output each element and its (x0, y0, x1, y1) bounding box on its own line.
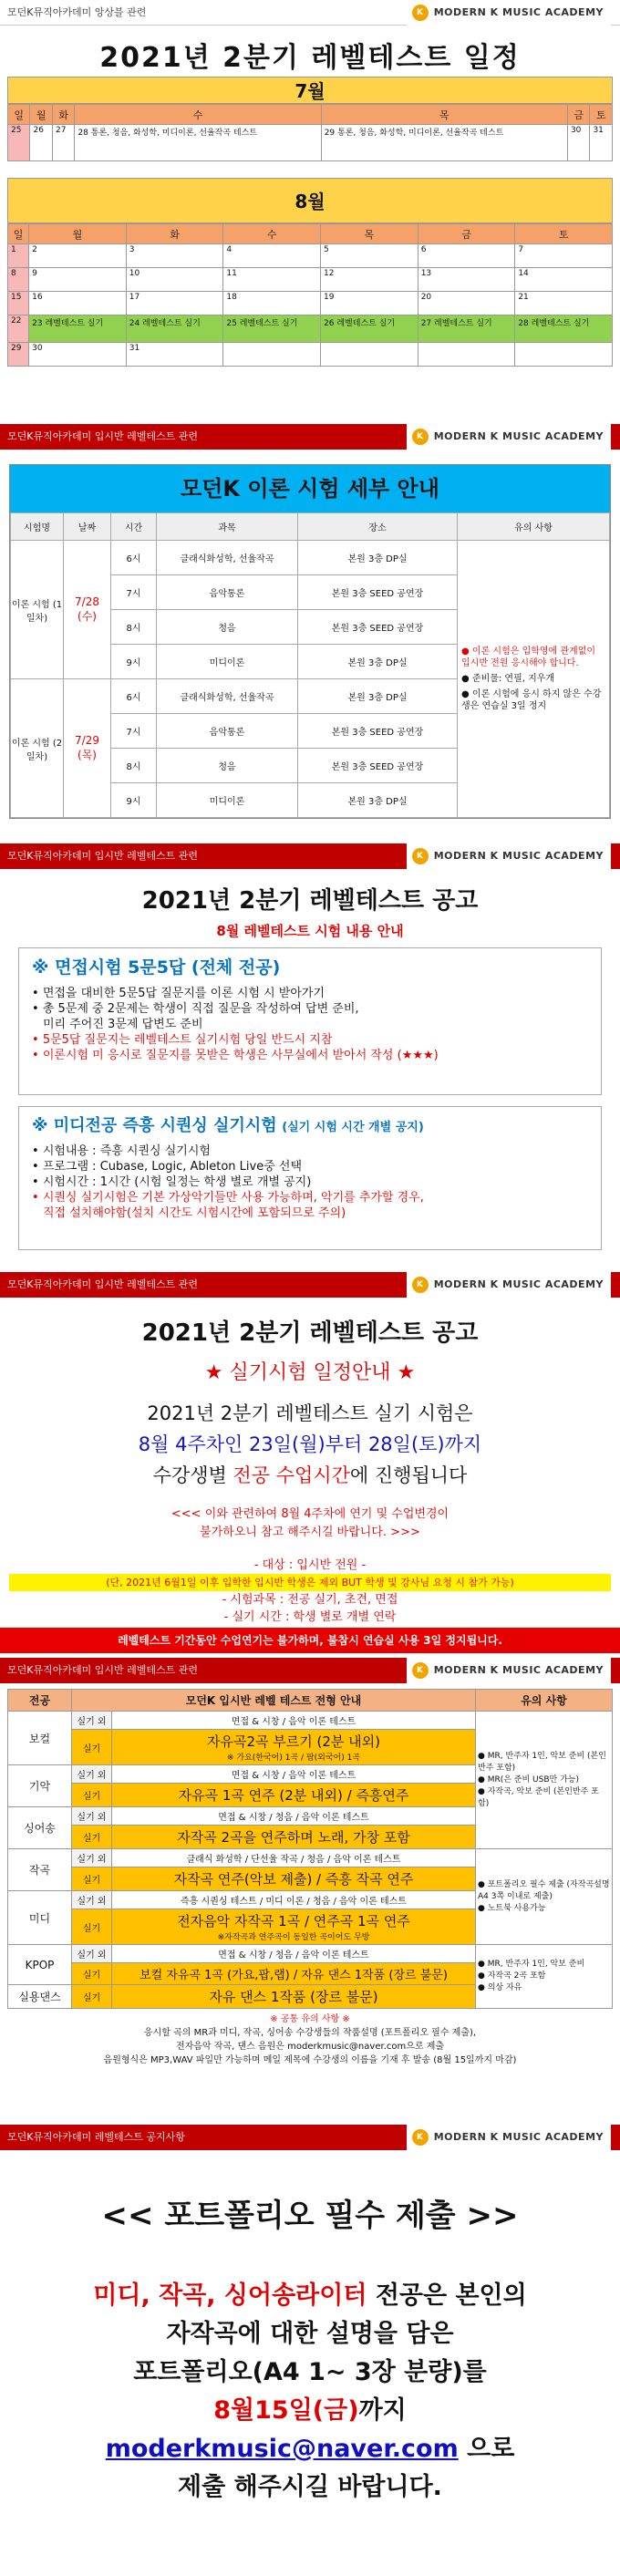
header-bar (0, 424, 620, 450)
major-name: 기악 (8, 1765, 72, 1807)
day-header: 금 (567, 105, 589, 125)
note-text: 이론 시험은 입학영에 관계없이 입시반 전원 응시해야 합니다. (461, 647, 596, 668)
portfolio-body (0, 2277, 620, 2507)
calendar-cell-event: 23 레벨테스트 실기 (29, 316, 127, 343)
target-line: - 시험과목 : 전공 실기, 초견, 면접 (222, 1593, 398, 1607)
row-type: 실기 (72, 1784, 112, 1807)
calendar-cell: 19 (321, 292, 418, 316)
calendar-cell: 7 (515, 244, 613, 268)
exam-time: 8시 (111, 749, 157, 783)
row-type: 실기 (72, 1826, 112, 1849)
section-subtitle: 8월 레벨테스트 시험 내용 안내 (216, 923, 404, 939)
target-info (0, 1557, 620, 1626)
section-title: 2021년 2분기 레벨테스트 공고 (141, 887, 479, 915)
target-line: - 대상 : 입시반 전원 - (253, 1558, 367, 1572)
day-header: 월 (30, 105, 52, 125)
column-header: 유의 사항 (476, 1690, 613, 1712)
row-desc-wrap (112, 1909, 476, 1945)
row-type: 실기 외 (72, 1807, 112, 1826)
row-desc: 면접 & 시창 / 청음 / 음악 이론 테스트 (112, 1945, 476, 1963)
note-text: ● 자작곡 2곡 포함 (478, 1971, 546, 1981)
note-text: ● 포트폴리오 필수 제출 (자작곡설명 A4 3쪽 이내로 제출) (478, 1879, 610, 1901)
exam-place: 본원 3층 SEED 공연장 (298, 714, 458, 749)
calendar-cell: 25 (8, 125, 30, 161)
midi-box (18, 1106, 602, 1250)
exam-subject: 청음 (157, 610, 298, 645)
row-desc-wrap (112, 1730, 476, 1765)
list-item-text: 미리 주어진 3문제 답변도 준비 (43, 1018, 203, 1031)
exam-time: 7시 (111, 714, 157, 749)
logo-icon: K (412, 5, 429, 21)
row-type: 실기 외 (72, 1712, 112, 1730)
list-item-text: 5문5답 질문지는 레벨테스트 실기시험 당일 반드시 지참 (42, 1033, 333, 1047)
major-name: 싱어송 (8, 1807, 72, 1849)
portfolio-line (0, 2430, 620, 2468)
calendar-july (7, 77, 613, 161)
calendar-cell-event: 28 통론, 청음, 화성학, 미디이론, 선율작곡 테스트 (75, 125, 321, 161)
portfolio-highlight: 미디, 작곡, 싱어송라이터 (93, 2281, 367, 2310)
header-bar (0, 0, 620, 26)
note-text: ● 노트북 사용가능 (478, 1903, 546, 1913)
calendar-cell-event: 25 레벨테스트 실기 (223, 316, 321, 343)
calendar-august (7, 178, 613, 367)
row-desc: 클래식 화성학 / 단선율 작곡 / 청음 / 음악 이론 테스트 (112, 1849, 476, 1867)
row-desc: 면접 & 시창 / 청음 / 음악 이론 테스트 (112, 1807, 476, 1826)
common-note-line: 응시할 곡의 MR과 미디, 작곡, 싱어송 수강생들의 작품설명 (포트폴리오 필수 제출), (143, 2028, 477, 2038)
header-bar (0, 1272, 620, 1298)
logo-icon: K (412, 848, 429, 864)
list-item (32, 1205, 588, 1221)
header-bar-text: 모던K뮤직아카데미 입시반 레벨테스트 관련 (7, 1664, 198, 1676)
column-header: 모던K 입시반 레벨 테스트 전형 안내 (72, 1690, 476, 1712)
calendar-cell: 29 (8, 343, 29, 367)
exam-name: 이론 시험 (1일차) (11, 541, 64, 679)
exam-date: 7/28 (수) (64, 541, 111, 679)
section-practical (0, 1272, 620, 1628)
list-item: • 시험내용 : 즉흥 시퀀싱 실기시험 (32, 1144, 211, 1158)
list-item: • 총 5문제 중 2문제는 학생이 직접 질문을 작성하여 답변 준비, (32, 1002, 359, 1016)
section-exam-content (0, 843, 620, 1249)
list-item-text: 프로그램 : Cubase, Logic, Ableton Live중 선택 (42, 1160, 303, 1174)
warning (0, 1505, 620, 1542)
column-header: 유의 사항 (458, 513, 610, 541)
day-header: 일 (8, 105, 30, 125)
row-type: 실기 (72, 1985, 112, 2009)
theory-table-wrap (9, 464, 611, 819)
calendar-cell: 27 (52, 125, 74, 161)
day-header: 목 (321, 105, 567, 125)
day-header: 일 (8, 224, 29, 244)
calendar-cell: 31 (590, 125, 613, 161)
exam-place: 본원 3층 SEED 공연장 (298, 749, 458, 783)
common-note-title: ※ 공통 유의 사항 ※ (270, 2014, 350, 2024)
exam-time: 9시 (111, 783, 157, 818)
major-name: 보컬 (8, 1712, 72, 1765)
warning-line: <<< 이와 관련하여 8월 4주차에 연기 및 수업변경이 (170, 1507, 450, 1521)
row-desc: 자유곡2곡 부르기 (2분 내외) (207, 1733, 380, 1750)
column-header: 날짜 (64, 513, 111, 541)
exam-name: 이론 시험 (2일차) (11, 679, 64, 818)
row-desc: 자작곡 2곡을 연주하며 노래, 가창 포함 (112, 1826, 476, 1849)
calendar-cell: 3 (126, 244, 223, 268)
portfolio-line (0, 2277, 620, 2315)
row-desc: 면접 & 시창 / 음악 이론 테스트 (112, 1712, 476, 1730)
list-item-text: 시험시간 : 1시간 (시험 일정는 학생 별로 개별 공지) (42, 1175, 312, 1189)
day-header: 토 (515, 224, 613, 244)
portfolio-text: 전공은 본인의 (367, 2281, 527, 2310)
portfolio-line (0, 2392, 620, 2430)
exam-subject: 미디이론 (157, 783, 298, 818)
list-item: • 5문5답 질문지는 레벨테스트 실기시험 당일 반드시 지참 (32, 1033, 333, 1047)
exam-place: 본원 3층 DP실 (298, 645, 458, 679)
list-item-text: 총 5문제 중 2문제는 학생이 직접 질문을 작성하여 답변 준비, (42, 1002, 359, 1016)
header-bar-text: 모던K뮤직아카데미 레벨테스트 공지사항 (7, 2131, 185, 2143)
major-name: 미디 (8, 1891, 72, 1945)
calendar-cell-event: 27 레벨테스트 실기 (418, 316, 515, 343)
notes-cell (476, 1945, 613, 2009)
calendar-cell: 17 (126, 292, 223, 316)
exam-time: 8시 (111, 610, 157, 645)
exam-place: 본원 3층 DP실 (298, 679, 458, 714)
portfolio-title: << 포트폴리오 필수 제출 >> (101, 2198, 519, 2234)
theory-title: 모던K 이론 시험 세부 안내 (10, 465, 610, 512)
row-type: 실기 외 (72, 1849, 112, 1867)
row-desc: 면접 & 시창 / 음악 이론 테스트 (112, 1765, 476, 1784)
brand (407, 1272, 611, 1298)
calendar-cell-event: 26 레벨테스트 실기 (321, 316, 418, 343)
brand-text: MODERN K MUSIC ACADEMY (433, 6, 604, 18)
calendar-cell: 20 (418, 292, 515, 316)
exam-subject: 클래식화성학, 선율작곡 (157, 679, 298, 714)
list-item: • 면접을 대비한 5문5답 질문지를 이론 시험 시 받아가기 (32, 987, 325, 1000)
target-line: (단, 2021년 6월1일 이후 입학한 입시반 학생은 제외 BUT 학생 및 강사님 요청 시 참가 가능) (9, 1574, 611, 1591)
logo-icon: K (412, 1662, 429, 1679)
list-item-text: 면접을 대비한 5문5답 질문지를 이론 시험 시 받아가기 (42, 987, 325, 1000)
common-note-line: 음원형식은 MP3,WAV 파일만 가능하며 메일 제목에 수강생의 이름을 기재 후 발송 (8월 15일까지 마감) (103, 2055, 517, 2065)
row-type: 실기 외 (72, 1765, 112, 1784)
brand-text: MODERN K MUSIC ACADEMY (433, 430, 604, 442)
row-desc: 보컬 자유곡 1곡 (가요,팝,랩) / 자유 댄스 1작품 (장르 불문) (112, 1963, 476, 1985)
notes-cell (476, 1712, 613, 1849)
warning-line: 불가하오니 참고 해주시길 바랍니다. >>> (200, 1526, 420, 1539)
major-name: 작곡 (8, 1849, 72, 1891)
row-desc: 자유 댄스 1작품 (장르 불문) (112, 1985, 476, 2009)
section-portfolio (0, 2125, 620, 2576)
calendar-cell: 14 (515, 268, 613, 292)
calendar-cell: 9 (29, 268, 127, 292)
brand (407, 2125, 611, 2150)
calendar-cell (223, 343, 321, 367)
practical-line (0, 1460, 620, 1491)
calendar-cell-event: 24 레벨테스트 실기 (126, 316, 223, 343)
header-bar-text: 모던K뮤직아카데미 입시반 레벨테스트 관련 (7, 850, 198, 862)
column-header: 과목 (157, 513, 298, 541)
interview-box (18, 947, 602, 1095)
exam-subject: 미디이론 (157, 645, 298, 679)
exam-subject: 청음 (157, 749, 298, 783)
column-header: 장소 (298, 513, 458, 541)
calendar-cell: 22 (8, 316, 29, 343)
day-header: 토 (590, 105, 613, 125)
list-item: • 프로그램 : Cubase, Logic, Ableton Live중 선택 (32, 1160, 303, 1174)
interview-list (32, 986, 588, 1063)
calendar-cell: 8 (8, 268, 29, 292)
section-selection (0, 1658, 620, 2065)
note-text: 이론 시험에 응시 하지 않은 수강생은 연습실 3일 정지 (461, 689, 602, 711)
list-item: • 시퀀싱 실기시험은 기본 가상악기들만 사용 가능하며, 악기를 추가할 경우, (32, 1191, 424, 1205)
calendar-cell: 5 (321, 244, 418, 268)
exam-place: 본원 3층 DP실 (298, 783, 458, 818)
list-item: • 시험시간 : 1시간 (시험 일정는 학생 별로 개별 공지) (32, 1175, 312, 1189)
brand-text: MODERN K MUSIC ACADEMY (433, 1278, 604, 1290)
column-header: 시간 (111, 513, 157, 541)
note-text: 준비물: 연필, 지우개 (471, 674, 555, 684)
row-desc: 자작곡 연주(악보 제출) / 즉흥 작곡 연주 (112, 1867, 476, 1891)
calendar-cell: 6 (418, 244, 515, 268)
practical-line: 8월 4주차인 23일(월)부터 28일(토)까지 (138, 1433, 482, 1455)
list-item (32, 1017, 588, 1032)
calendar-cell: 11 (223, 268, 321, 292)
major-name: KPOP (8, 1945, 72, 1985)
calendar-cell: 1 (8, 244, 29, 268)
calendar-cell (418, 343, 515, 367)
day-header: 화 (126, 224, 223, 244)
exam-place: 본원 3층 SEED 공연장 (298, 575, 458, 610)
calendar-cell: 26 (30, 125, 52, 161)
header-bar (0, 2125, 620, 2150)
portfolio-text: 으로 (458, 2435, 515, 2463)
exam-place: 본원 3층 DP실 (298, 541, 458, 575)
brand (407, 424, 611, 450)
column-header: 전공 (8, 1690, 72, 1712)
row-desc-note: ※ 가요(한국어) 1곡 / 팝(외국어) 1곡 (226, 1754, 360, 1763)
portfolio-line: 포트폴리오(A4 1~ 3장 분량)를 (133, 2358, 487, 2386)
midi-head: ※ 미디전공 즉흥 시퀀싱 실기시험 (32, 1116, 277, 1135)
portfolio-line: 자작곡에 대한 설명을 담은 (166, 2320, 454, 2348)
note-item: ● 이론 시험은 입학영에 관계없이 입시반 전원 응시해야 합니다. (461, 647, 596, 668)
brand (407, 843, 611, 869)
column-header: 시험명 (11, 513, 64, 541)
note-text: ● MR(은 준비 USB만 가능) (478, 1774, 579, 1785)
day-header: 목 (321, 224, 418, 244)
note-item: ● 이론 시험에 응시 하지 않은 수강생은 연습실 3일 정지 (461, 689, 602, 711)
practical-line: 2021년 2분기 레벨테스트 실기 시험은 (147, 1402, 473, 1424)
header-bar-text: 모던K뮤직아카데미 입시반 레벨테스트 관련 (7, 430, 198, 442)
common-note-line: 전자음악 작곡, 댄스 음원은 moderkmusic@naver.com으로 제출 (175, 2042, 445, 2052)
list-item-text: 시퀀싱 실기시험은 기본 가상악기들만 사용 가능하며, 악기를 추가할 경우, (42, 1191, 424, 1205)
day-header: 금 (418, 224, 515, 244)
day-header: 수 (75, 105, 321, 125)
exam-time: 6시 (111, 541, 157, 575)
practical-text: 수강생별 (152, 1464, 233, 1486)
row-type: 실기 외 (72, 1945, 112, 1963)
row-desc: 자유곡 1곡 연주 (2분 내외) / 즉흥연주 (112, 1784, 476, 1807)
note-text: ● 의상 자유 (478, 1983, 522, 1992)
selection-table (7, 1689, 613, 2009)
calendar-cell (515, 343, 613, 367)
exam-subject: 음악통론 (157, 575, 298, 610)
section-schedule (0, 0, 620, 429)
page-title: 2021년 2분기 레벨테스트 일정 (99, 42, 521, 74)
logo-icon: K (412, 1277, 429, 1293)
note-item: ● 준비물: 연필, 지우개 (461, 674, 555, 684)
major-name: 실용댄스 (8, 1985, 72, 2009)
selection-table-wrap (7, 1689, 613, 2067)
practical-text: 에 진행됩니다 (349, 1464, 468, 1486)
practical-body (0, 1398, 620, 1491)
common-notes (7, 2012, 613, 2067)
brand (407, 1658, 611, 1683)
section-subtitle: ★ 실기시험 일정안내 ★ (204, 1361, 416, 1384)
target-line: - 실기 시간 : 학생 별로 개별 연락 (223, 1610, 397, 1624)
calendar-cell-event: 28 레벨테스트 실기 (515, 316, 613, 343)
section-theory-exam (0, 424, 620, 843)
notice-strip: 레벨테스트 기간동안 수업연기는 불가하며, 불참시 연습실 사용 3일 정지됩니다. (0, 1628, 620, 1653)
day-header: 월 (29, 224, 127, 244)
month-label: 8월 (7, 178, 613, 223)
calendar-cell: 10 (126, 268, 223, 292)
calendar-cell: 12 (321, 268, 418, 292)
note-text: ● 자작곡, 악보 준비 (본인반주 포함) (478, 1786, 599, 1808)
day-header: 화 (52, 105, 74, 125)
portfolio-text: 까지 (358, 2396, 407, 2425)
notes-cell (476, 1849, 613, 1945)
notes-cell (458, 541, 610, 818)
calendar-cell: 2 (29, 244, 127, 268)
calendar-cell (321, 343, 418, 367)
note-text: ● MR, 반주자 1인, 악보 준비 (478, 1960, 585, 1969)
row-desc: 전자음악 자작곡 1곡 / 연주곡 1곡 연주 (177, 1913, 410, 1929)
row-type: 실기 (72, 1909, 112, 1945)
exam-date: 7/29 (목) (64, 679, 111, 818)
calendar-cell: 30 (567, 125, 589, 161)
midi-list (32, 1143, 588, 1221)
list-item-text: 시험내용 : 즉흥 시퀀싱 실기시험 (42, 1144, 211, 1158)
exam-time: 7시 (111, 575, 157, 610)
section-title: 2021년 2분기 레벨테스트 공고 (141, 1319, 479, 1347)
calendar-cell: 15 (8, 292, 29, 316)
email-link[interactable]: moderkmusic@naver.com (105, 2435, 459, 2463)
calendar-cell-event: 29 통론, 청음, 화성학, 미디이론, 선율작곡 테스트 (321, 125, 567, 161)
row-type: 실기 (72, 1730, 112, 1765)
calendar-cell: 31 (126, 343, 223, 367)
exam-subject: 음악통론 (157, 714, 298, 749)
list-item: • 이론시험 미 응시로 질문지를 못받은 학생은 사무실에서 받아서 작성 (★★★) (32, 1049, 439, 1062)
note-text: ● MR, 반주자 1인, 악보 준비 (본인반주 포함) (478, 1751, 606, 1773)
row-type: 실기 (72, 1867, 112, 1891)
midi-head-wrap (32, 1112, 588, 1136)
portfolio-line: 제출 해주시길 바랍니다. (178, 2473, 442, 2501)
calendar-cell: 16 (29, 292, 127, 316)
brand-text: MODERN K MUSIC ACADEMY (433, 850, 604, 862)
midi-head-note: (실기 시험 시간 개별 공지) (282, 1121, 424, 1134)
logo-icon: K (412, 2129, 429, 2146)
exam-time: 6시 (111, 679, 157, 714)
brand-text: MODERN K MUSIC ACADEMY (433, 2131, 604, 2143)
row-type: 실기 외 (72, 1891, 112, 1909)
row-desc-note: ※자작곡과 연주곡이 동일한 곡이어도 무방 (217, 1933, 370, 1942)
calendar-cell: 4 (223, 244, 321, 268)
interview-head: ※ 면접시험 5문5답 (전체 전공) (32, 957, 281, 978)
header-bar (0, 843, 620, 869)
header-bar (0, 1658, 620, 1683)
row-desc: 즉흥 시퀀싱 테스트 / 미디 이론 / 청음 / 음악 이론 테스트 (112, 1891, 476, 1909)
row-type: 실기 (72, 1963, 112, 1985)
brand-text: MODERN K MUSIC ACADEMY (433, 1664, 604, 1676)
brand (407, 0, 611, 26)
exam-place: 본원 3층 SEED 공연장 (298, 610, 458, 645)
exam-time: 9시 (111, 645, 157, 679)
list-item-text: 이론시험 미 응시로 질문지를 못받은 학생은 사무실에서 받아서 작성 (★★★) (42, 1049, 439, 1062)
exam-subject: 클래식화성학, 선율작곡 (157, 541, 298, 575)
header-bar-text: 모던K뮤직아카데미 입시반 레벨테스트 관련 (7, 1278, 198, 1290)
calendar-cell: 13 (418, 268, 515, 292)
list-item-text: 직접 설치해야함(설치 시간도 시험시간에 포함되므로 주의) (43, 1206, 346, 1220)
logo-icon: K (412, 429, 429, 445)
calendar-cell: 18 (223, 292, 321, 316)
practical-highlight: 전공 수업시간 (232, 1464, 350, 1486)
header-bar-text: 모던K뮤직아카데미 앙상블 관련 (7, 6, 147, 18)
month-label: 7월 (7, 77, 613, 104)
calendar-cell: 21 (515, 292, 613, 316)
day-header: 수 (223, 224, 321, 244)
portfolio-highlight: 8월15일(금) (213, 2396, 359, 2425)
calendar-cell: 30 (29, 343, 127, 367)
